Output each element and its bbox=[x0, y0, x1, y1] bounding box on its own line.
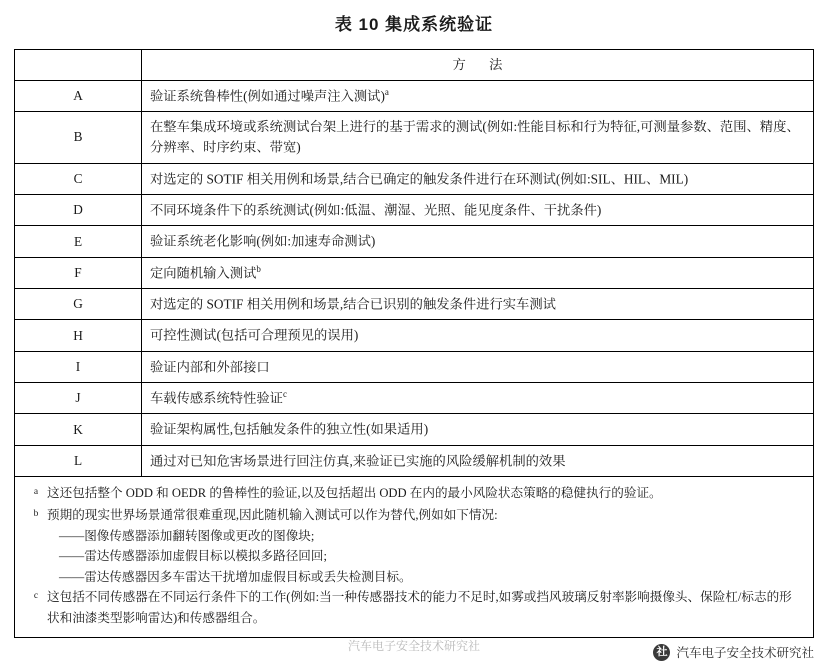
table-row bbox=[15, 351, 813, 382]
row-method bbox=[142, 163, 814, 194]
row-method-superscript: c bbox=[282, 389, 287, 400]
row-method-text: 通过对已知危害场景进行回注仿真,来验证已实施的风险缓解机制的效果 bbox=[150, 453, 566, 469]
header-method-cell bbox=[142, 50, 814, 80]
row-key: I bbox=[15, 351, 142, 382]
table-row bbox=[15, 163, 813, 194]
row-method-text: 在整车集成环境或系统测试台架上进行的基于需求的测试(例如:性能目标和行为特征,可测量参数、范围、精度、分辨率、时序约束、带宽) bbox=[150, 119, 800, 155]
row-method-text: 验证系统鲁棒性(例如通过噪声注入测试) bbox=[150, 88, 385, 104]
document-page bbox=[0, 10, 828, 669]
table-row bbox=[15, 80, 813, 111]
row-key: D bbox=[15, 194, 142, 225]
row-method bbox=[142, 226, 814, 257]
row-method-text: 验证内部和外部接口 bbox=[150, 359, 270, 375]
row-key: H bbox=[15, 320, 142, 351]
footnote-a bbox=[25, 483, 803, 503]
footnote-b-item-3: ——雷达传感器因多车雷达干扰增加虚假目标或丢失检测目标。 bbox=[59, 569, 412, 584]
row-key: E bbox=[15, 226, 142, 257]
footnote-marker: a bbox=[33, 487, 39, 498]
row-method-text: 不同环境条件下的系统测试(例如:低温、潮湿、光照、能见度条件、干扰条件) bbox=[150, 202, 602, 218]
watermark: 汽车电子安全技术研究社 bbox=[347, 639, 481, 653]
row-method-text: 验证架构属性,包括触发条件的独立性(如果适用) bbox=[150, 421, 429, 437]
brand-logo-icon: 社 bbox=[653, 644, 670, 661]
table-row bbox=[15, 320, 813, 351]
footnote-c bbox=[25, 587, 803, 628]
row-key: A bbox=[15, 80, 142, 111]
row-method bbox=[142, 80, 814, 111]
row-method bbox=[142, 351, 814, 382]
row-key: F bbox=[15, 257, 142, 288]
footnote-b-item-1: ——图像传感器添加翻转图像或更改的图像块; bbox=[59, 528, 315, 543]
row-method-superscript: b bbox=[256, 263, 261, 274]
table-row bbox=[15, 226, 813, 257]
footnote-b-item-2: ——雷达传感器添加虚假目标以模拟多路径回回; bbox=[59, 549, 327, 564]
row-method-text: 对选定的 SOTIF 相关用例和场景,结合已确定的触发条件进行在环测试(例如:SIL、HIL、MIL) bbox=[150, 171, 689, 187]
header-method-label: 方 法 bbox=[452, 57, 513, 72]
page-title: 表 10 集成系统验证 bbox=[334, 15, 494, 34]
table-footnotes bbox=[15, 476, 813, 637]
row-method bbox=[142, 257, 814, 288]
table-row bbox=[15, 289, 813, 320]
footnote-marker: b bbox=[33, 508, 39, 519]
row-method bbox=[142, 414, 814, 445]
row-method-superscript: a bbox=[384, 86, 389, 97]
footnote-b bbox=[25, 505, 803, 525]
row-method bbox=[142, 383, 814, 414]
footnote-text: 这包括不同传感器在不同运行条件下的工作(例如:当一种传感器技术的能力不足时,如雾或挡风玻璃反射率影响摄像头、保险杠/标志的形状和油漆类型影响雷达)和传感器组合。 bbox=[47, 590, 792, 625]
footnote-text: 预期的现实世界场景通常很难重现,因此随机输入测试可以作为替代,例如如下情况: bbox=[47, 507, 498, 522]
table-row bbox=[15, 414, 813, 445]
verification-table bbox=[14, 49, 814, 638]
footnote-text: 这还包括整个 ODD 和 OEDR 的鲁棒性的验证,以及包括超出 ODD 在内的最小风险状态策略的稳健执行的验证。 bbox=[47, 486, 662, 501]
brand-name: 汽车电子安全技术研究社 bbox=[676, 646, 814, 660]
row-method bbox=[142, 445, 814, 476]
table-row bbox=[15, 194, 813, 225]
row-key: C bbox=[15, 163, 142, 194]
footer-brand bbox=[653, 643, 814, 661]
table-header-row bbox=[15, 50, 813, 80]
row-method-text: 车载传感系统特性验证 bbox=[150, 390, 283, 406]
table-row bbox=[15, 445, 813, 476]
row-key: K bbox=[15, 414, 142, 445]
row-key: G bbox=[15, 289, 142, 320]
row-key: J bbox=[15, 383, 142, 414]
row-method-text: 定向随机输入测试 bbox=[150, 265, 257, 281]
row-method-text: 可控性测试(包括可合理预见的误用) bbox=[150, 327, 359, 343]
row-method bbox=[142, 320, 814, 351]
table-row bbox=[15, 257, 813, 288]
row-key: B bbox=[15, 112, 142, 163]
header-key-cell bbox=[15, 50, 142, 80]
row-method-text: 验证系统老化影响(例如:加速寿命测试) bbox=[150, 233, 376, 249]
table-row bbox=[15, 112, 813, 163]
row-method-text: 对选定的 SOTIF 相关用例和场景,结合已识别的触发条件进行实车测试 bbox=[150, 296, 556, 312]
row-method bbox=[142, 112, 814, 163]
row-method bbox=[142, 194, 814, 225]
table-body bbox=[15, 50, 813, 476]
footnote-marker: c bbox=[33, 591, 39, 602]
row-key: L bbox=[15, 445, 142, 476]
row-method bbox=[142, 289, 814, 320]
table-row bbox=[15, 383, 813, 414]
